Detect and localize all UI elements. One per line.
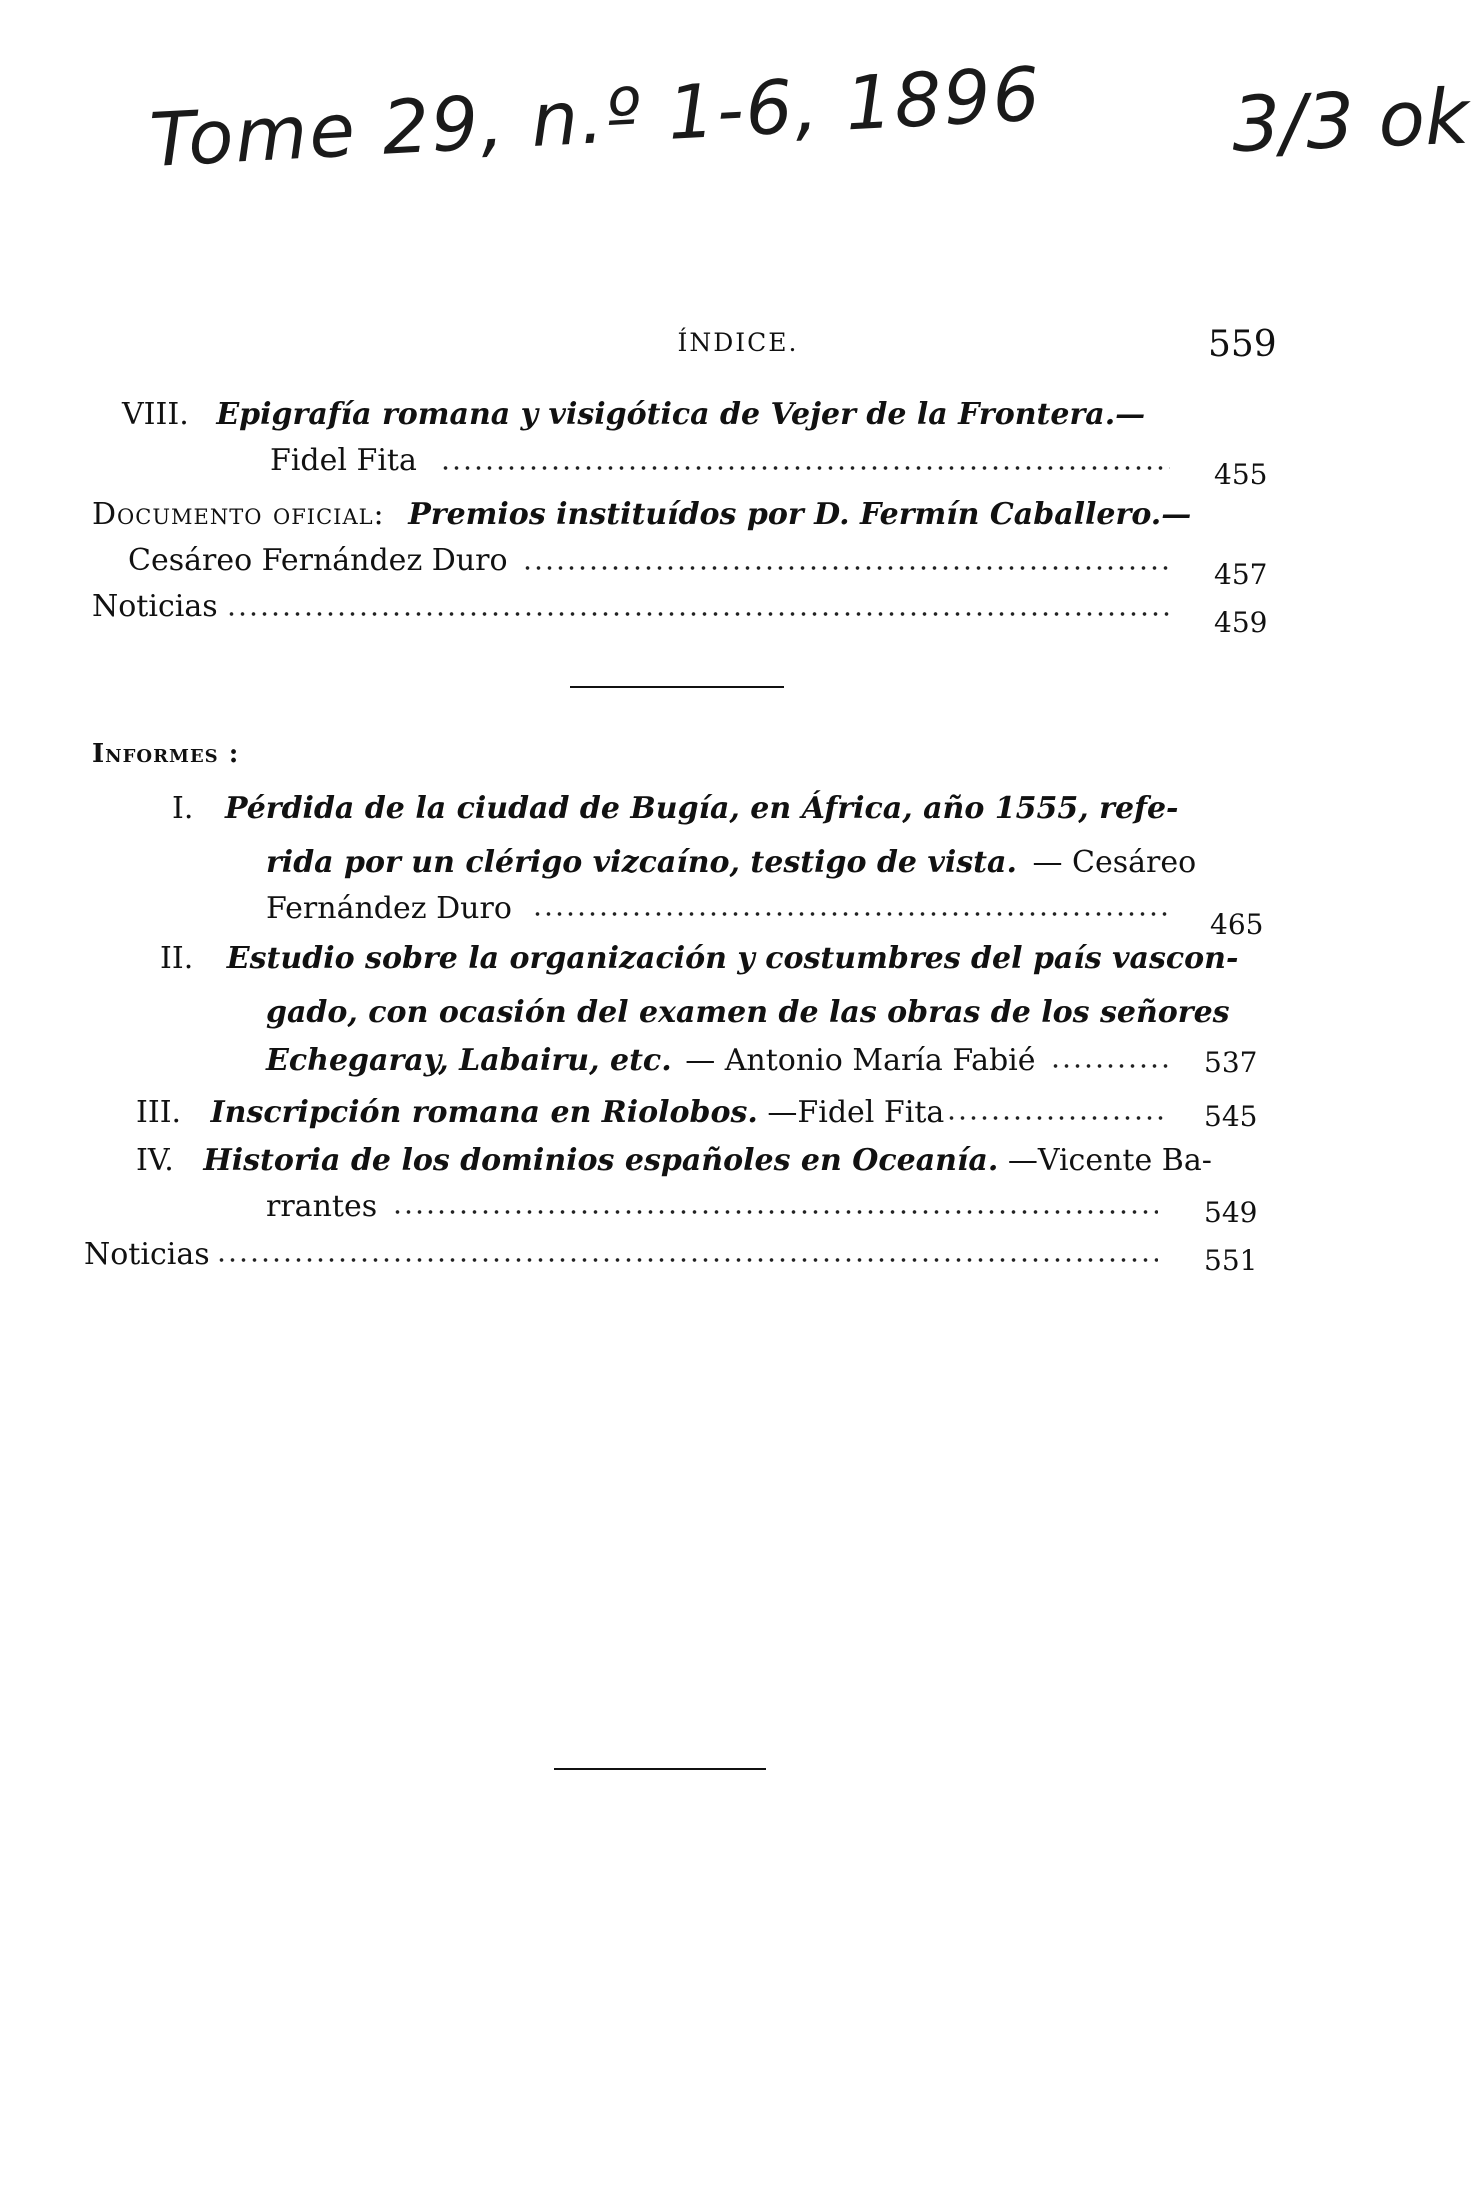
entry-author: —Fidel Fita bbox=[767, 1095, 945, 1130]
toc-entry-documento-author bbox=[128, 538, 688, 584]
entry-label: Noticias bbox=[92, 589, 218, 624]
toc-entry-i-line3 bbox=[266, 886, 566, 932]
leader-dots bbox=[392, 1210, 1158, 1214]
entry-author: — Antonio María Fabié bbox=[685, 1043, 1036, 1078]
toc-entry-ii-line2 bbox=[266, 990, 1230, 1036]
toc-entry-viii bbox=[122, 392, 1202, 438]
leader-dots bbox=[1050, 1064, 1168, 1068]
entry-label: Noticias bbox=[84, 1237, 210, 1272]
toc-entry-noticias-2 bbox=[84, 1232, 384, 1278]
leader-dots bbox=[216, 1258, 1158, 1262]
entry-page: 455 bbox=[1214, 458, 1268, 491]
entry-number: I. bbox=[172, 791, 194, 826]
entry-page: 551 bbox=[1204, 1244, 1258, 1277]
entry-title: Epigrafía romana y visigótica de Vejer de la Frontera.— bbox=[216, 397, 1146, 432]
page-number: 559 bbox=[1208, 324, 1277, 365]
toc-entry-ii-line3 bbox=[266, 1038, 1036, 1084]
entry-title: Historia de los dominios españoles en Oceanía. bbox=[203, 1143, 999, 1178]
page-title: ÍNDICE. bbox=[677, 328, 799, 357]
entry-author: — Cesáreo bbox=[1032, 845, 1197, 880]
entry-page: 459 bbox=[1214, 606, 1268, 639]
entry-number: VIII. bbox=[122, 397, 189, 432]
entry-page: 457 bbox=[1214, 558, 1268, 591]
handwritten-volume-note: Tome 29, n.º 1-6, 1896 bbox=[147, 51, 1044, 184]
toc-entry-i-line2 bbox=[266, 840, 1197, 886]
entry-author: Fernández Duro bbox=[266, 891, 512, 926]
section-divider bbox=[570, 686, 784, 688]
entry-number: IV. bbox=[136, 1143, 174, 1178]
entry-label: Documento oficial: bbox=[92, 497, 385, 532]
entry-title: gado, con ocasión del examen de las obras de los señores bbox=[266, 995, 1230, 1030]
leader-dots bbox=[440, 466, 1170, 470]
entry-title: rida por un clérigo vizcaíno, testigo de vista. bbox=[266, 845, 1017, 880]
end-divider bbox=[554, 1768, 766, 1770]
entry-page: 465 bbox=[1210, 908, 1264, 941]
leader-dots bbox=[522, 566, 1170, 570]
leader-dots bbox=[226, 612, 1170, 616]
entry-title: Premios instituídos por D. Fermín Caballero.— bbox=[408, 497, 1192, 532]
toc-entry-i bbox=[172, 786, 1182, 832]
entry-author: Cesáreo Fernández Duro bbox=[128, 543, 508, 578]
entry-number: III. bbox=[136, 1095, 182, 1130]
entry-title: Echegaray, Labairu, etc. bbox=[266, 1043, 672, 1078]
entry-page: 537 bbox=[1204, 1046, 1258, 1079]
entry-title: Pérdida de la ciudad de Bugía, en África, año 1555, refe- bbox=[224, 791, 1179, 826]
informes-heading: Informes : bbox=[92, 739, 240, 769]
section-heading bbox=[92, 730, 392, 776]
entry-author: rrantes bbox=[266, 1189, 378, 1224]
toc-entry-iv-line2 bbox=[266, 1184, 466, 1230]
entry-title: Inscripción romana en Riolobos. bbox=[210, 1095, 758, 1130]
toc-entry-iv bbox=[136, 1138, 1212, 1184]
entry-author: Fidel Fita bbox=[270, 443, 417, 478]
entry-author: —Vicente Ba- bbox=[1007, 1143, 1212, 1178]
leader-dots bbox=[946, 1116, 1164, 1120]
entry-number: II. bbox=[160, 941, 194, 976]
toc-entry-ii bbox=[160, 936, 1239, 982]
toc-entry-viii-author bbox=[270, 438, 1170, 484]
toc-entry-iii bbox=[136, 1090, 1016, 1136]
entry-page: 545 bbox=[1204, 1100, 1258, 1133]
toc-entry-documento bbox=[92, 492, 1202, 538]
toc-entry-noticias-1 bbox=[92, 584, 392, 630]
entry-page: 549 bbox=[1204, 1196, 1258, 1229]
running-head bbox=[0, 324, 1476, 372]
leader-dots bbox=[532, 912, 1168, 916]
handwritten-status-note: 3/3 ok bbox=[1230, 71, 1471, 169]
entry-title: Estudio sobre la organización y costumbres del país vascon- bbox=[226, 941, 1239, 976]
